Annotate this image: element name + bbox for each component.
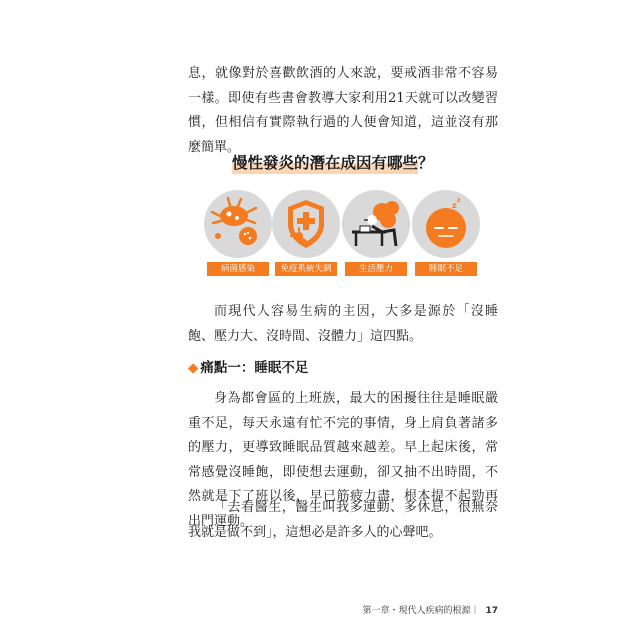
factor-label: 免疫系統失調 [275,262,337,276]
quote-paragraph: 「去看醫生，醫生叫我多運動、多休息，很無奈我就是做不到」，這想必是許多人的心聲吧。 [188,500,498,540]
factor-bacterial-infection [202,190,274,276]
chapter-title: 第一章・現代人疾病的根源｜ [362,606,480,616]
page-number: 17 [485,606,498,616]
sleep-clock-icon [412,190,480,258]
svg-text:z: z [457,197,461,204]
intro-paragraph: 息，就像對於喜歡飲酒的人來說，要戒酒非常不容易一樣。即使有些書會教導大家利用21天就可以改變習慣，但相信有實際執行過的人便會知道，這並沒有那麼簡單。 [188,66,498,155]
section-heading: 慢性發炎的潛在成因有哪些？ [232,154,434,172]
section-heading-block [232,150,434,178]
page-footer [340,603,498,616]
factor-sleep-deprivation [410,190,482,276]
svg-text:z: z [452,201,457,210]
bacteria-icon [204,190,272,258]
factor-life-stress [340,190,412,276]
factor-label: 生活壓力 [345,262,407,276]
factor-label: 病菌感染 [207,262,269,276]
diamond-bullet-icon: ◆ [188,360,199,376]
factor-immune-disorder [270,190,342,276]
immune-shield-icon [272,190,340,258]
pain-point-paragraph: 身為都會區的上班族，最大的困擾往往是睡眠嚴重不足，每天永遠有忙不完的事情，身上肩負著諸多的壓力，更導致睡眠品質越來越差。早上起床後，常常感覺沒睡飽，即使想去運動，卻又抽不出時間，不然就是下了班以後，早已筋疲力盡，根本提不起勁再出門運動。 [188,391,498,529]
pain-point-title: 痛點一：睡眠不足 [200,360,309,376]
factor-label: 睡眠不足 [415,262,477,276]
pain-point-heading [188,357,308,379]
stress-desk-icon [342,190,410,258]
main-cause-paragraph: 而現代人容易生病的主因，大多是源於「沒睡飽、壓力大、沒時間、沒體力」這四點。 [188,304,498,344]
